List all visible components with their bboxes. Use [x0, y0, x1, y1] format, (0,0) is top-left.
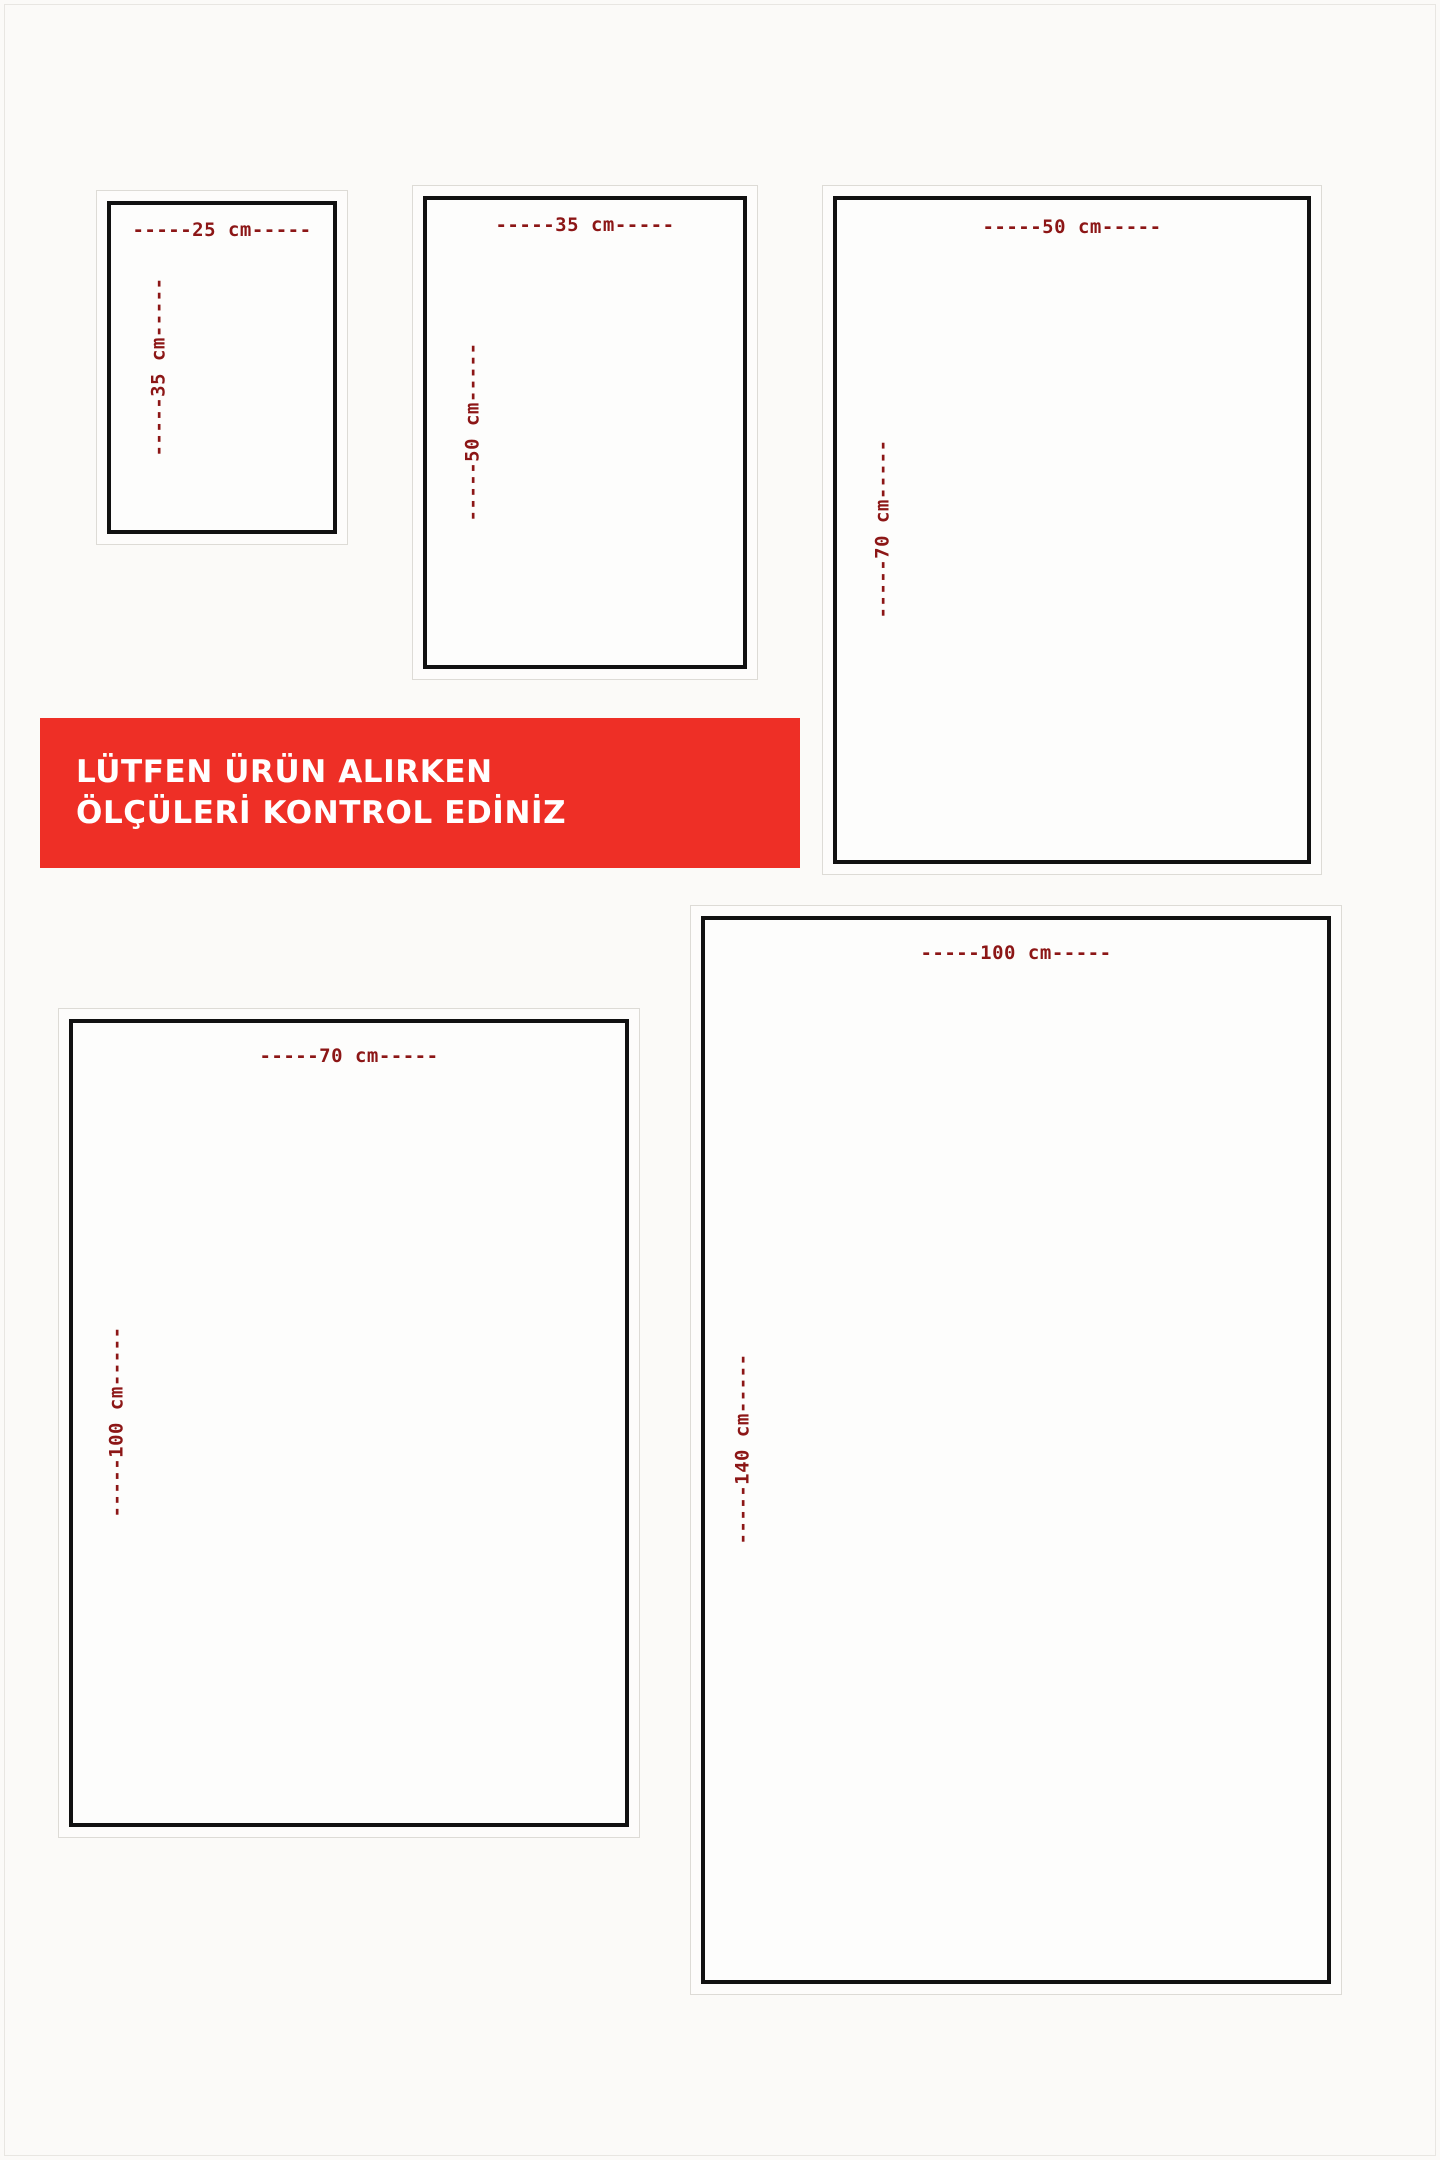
size-box-50x70: [822, 185, 1322, 875]
width-label-100x140: -----100 cm-----: [920, 942, 1112, 964]
warning-line-1: LÜTFEN ÜRÜN ALIRKEN: [76, 754, 493, 791]
size-box-inner: [69, 1019, 629, 1827]
height-label-25x35: -----35 cm-----: [147, 276, 170, 457]
size-box-100x140: [690, 905, 1342, 1995]
size-box-25x35: [96, 190, 348, 545]
height-label-100x140: -----140 cm-----: [731, 1353, 754, 1545]
size-box-inner: [701, 916, 1331, 1984]
size-box-70x100: [58, 1008, 640, 1838]
width-label-50x70: -----50 cm-----: [982, 216, 1162, 238]
height-label-50x70: -----70 cm-----: [871, 439, 894, 619]
warning-banner: [40, 718, 800, 868]
height-label-35x50: -----50 cm-----: [461, 341, 484, 522]
size-box-inner: [833, 196, 1311, 864]
size-box-inner: [423, 196, 747, 669]
warning-line-2: ÖLÇÜLERİ KONTROL EDİNİZ: [76, 795, 567, 831]
size-box-inner: [107, 201, 337, 534]
height-label-70x100: -----100 cm-----: [105, 1326, 128, 1518]
width-label-70x100: -----70 cm-----: [259, 1045, 439, 1067]
width-label-25x35: -----25 cm-----: [132, 219, 312, 241]
width-label-35x50: -----35 cm-----: [495, 214, 675, 236]
size-box-35x50: [412, 185, 758, 680]
